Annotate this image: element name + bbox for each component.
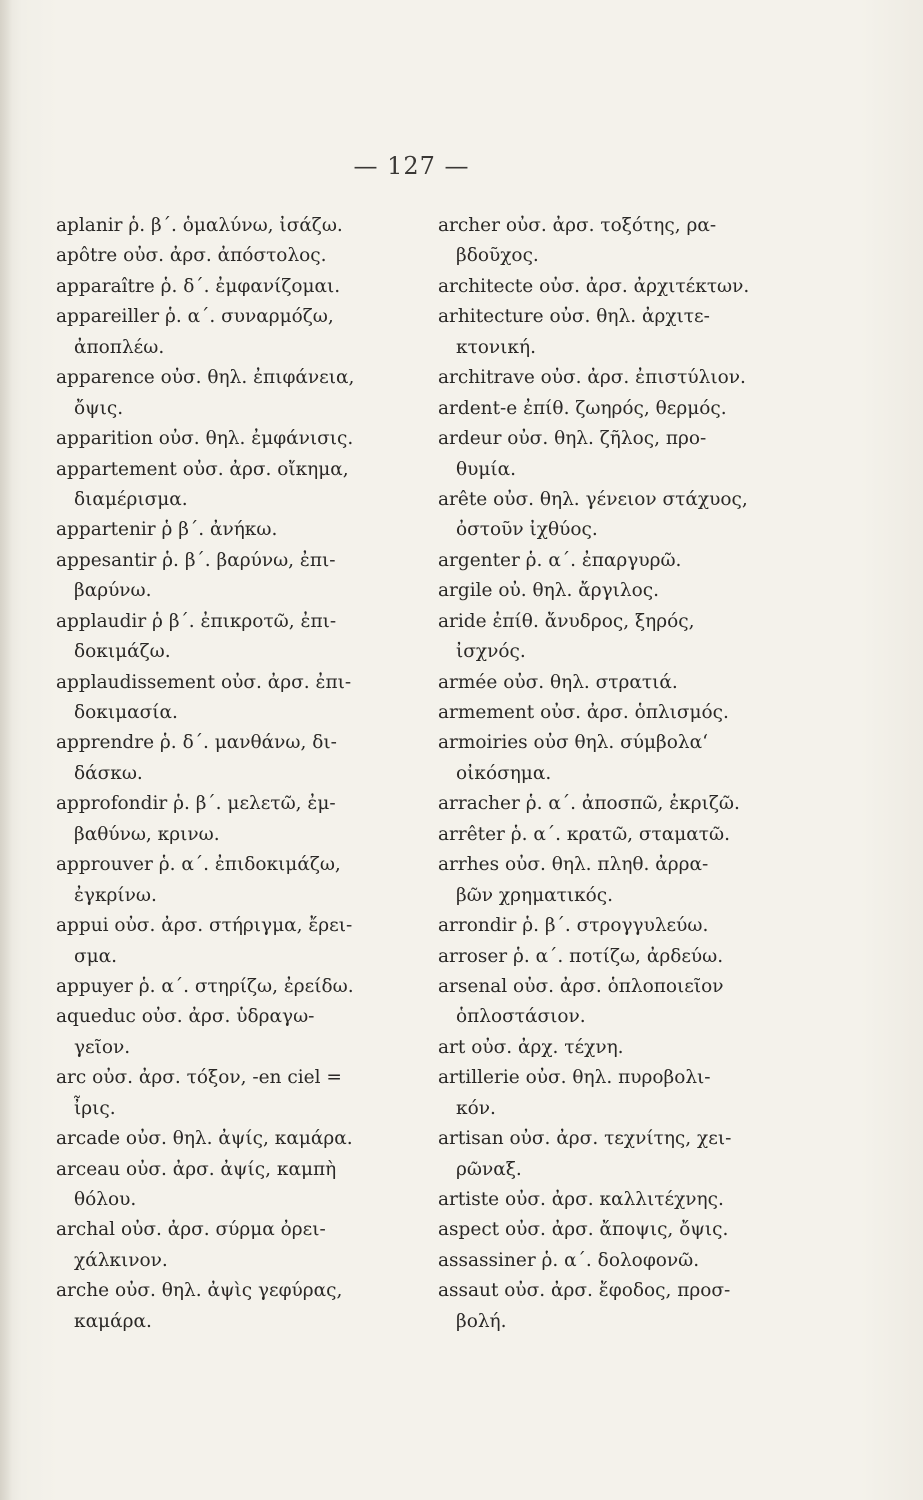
entry-line: argenter ῥ. α΄. ἐπαργυρῶ. — [438, 549, 682, 571]
entry-line: arc οὐσ. ἀρσ. τόξον, -en ciel = — [56, 1067, 342, 1089]
entry-line: arceau οὐσ. ἀρσ. ἀψίς, καμπὴ — [56, 1158, 337, 1180]
entry-line: artillerie οὐσ. θηλ. πυροβολι- — [438, 1067, 711, 1089]
entry-line: arcade οὐσ. θηλ. ἀψίς, καμάρα. — [56, 1128, 353, 1150]
entry-line: assassiner ῥ. α΄. δολοφονῶ. — [438, 1249, 700, 1271]
entry-continuation-line: ὀστοῦν ἰχθύος. — [456, 519, 598, 541]
entry-continuation-line: ἀποπλέω. — [74, 336, 165, 358]
entry-line: artisan οὐσ. ἀρσ. τεχνίτης, χει- — [438, 1128, 732, 1150]
entry-line: arrhes οὐσ. θηλ. πληθ. ἀρρα- — [438, 854, 709, 876]
entry-continuation-line: ὁπλοστάσιον. — [456, 1006, 586, 1028]
entry-line: approuver ῥ. α΄. ἐπιδοκιμάζω, — [56, 854, 341, 876]
entry-line: apparition οὐσ. θηλ. ἐμφάνισις. — [56, 428, 354, 450]
entry-line: artiste οὐσ. ἀρσ. καλλιτέχνης. — [438, 1189, 724, 1210]
left-column — [56, 211, 408, 1337]
entry-line: aplanir ῥ. β΄. ὁμαλύνω, ἰσάζω. — [56, 215, 343, 236]
entry-continuation-line: ἶρις. — [74, 1097, 116, 1119]
entry-line: arrêter ῥ. α΄. κρατῶ, σταματῶ. — [438, 823, 730, 845]
page-number: — 127 — — [353, 152, 470, 180]
entry-line: armée οὐσ. θηλ. στρατιά. — [438, 671, 678, 693]
entry-line: appartement οὐσ. ἀρσ. οἴκημα, — [56, 458, 349, 480]
entry-line: aqueduc οὐσ. ἀρσ. ὑδραγω- — [56, 1006, 315, 1028]
entry-continuation-line: δοκιμασία. — [74, 702, 178, 723]
entry-continuation-line: καμάρα. — [74, 1310, 152, 1332]
entry-line: appui οὐσ. ἀρσ. στήριγμα, ἔρει- — [56, 915, 353, 937]
entry-line: armement οὐσ. ἀρσ. ὁπλισμός. — [438, 702, 729, 723]
entry-line: archal οὐσ. ἀρσ. σύρμα ὀρει- — [56, 1219, 326, 1241]
entry-line: applaudir ῥ β΄. ἐπικροτῶ, ἐπι- — [56, 610, 337, 632]
entry-continuation-line: οἰκόσημα. — [456, 762, 552, 784]
entry-line: arête οὐσ. θηλ. γένειον στάχυος, — [438, 488, 748, 510]
entry-continuation-line: ἰσχνός. — [456, 641, 526, 663]
entry-line: apparence οὐσ. θηλ. ἐπιφάνεια, — [56, 367, 355, 389]
entry-line: approfondir ῥ. β΄. μελετῶ, ἐμ- — [56, 793, 336, 815]
entry-line: apparaître ῥ. δ΄. ἐμφανίζομαι. — [56, 275, 341, 297]
entry-line: archer οὐσ. ἀρσ. τοξότης, ρα- — [438, 215, 717, 236]
entry-continuation-line: κτονική. — [456, 336, 536, 358]
entry-line: armoiries οὐσ θηλ. σύμβολα‘ — [438, 732, 708, 754]
entry-line: appareiller ῥ. α΄. συναρμόζω, — [56, 306, 334, 328]
entry-continuation-line: δοκιμάζω. — [74, 641, 171, 663]
entry-line: arsenal οὐσ. ἀρσ. ὁπλοποιεῖον — [438, 975, 724, 997]
binding-shadow — [0, 0, 12, 1500]
entry-line: apprendre ῥ. δ΄. μανθάνω, δι- — [56, 732, 337, 754]
entry-continuation-line: γεῖον. — [74, 1036, 131, 1058]
entry-continuation-line: θόλου. — [74, 1189, 137, 1210]
entry-continuation-line: βαθύνω, κρινω. — [74, 823, 220, 845]
entry-line: aride ἐπίθ. ἄνυδρος, ξηρός, — [438, 610, 695, 632]
entry-continuation-line: θυμία. — [456, 458, 517, 480]
entry-line: apôtre οὐσ. ἀρσ. ἀπόστολος. — [56, 245, 327, 267]
entry-line: arche οὐσ. θηλ. ἀψὶς γεφύρας, — [56, 1280, 343, 1302]
entry-continuation-line: κόν. — [456, 1097, 496, 1119]
entry-line: appesantir ῥ. β΄. βαρύνω, ἐπι- — [56, 549, 336, 571]
entry-line: assaut οὐσ. ἀρσ. ἔφοδος, προσ- — [438, 1280, 731, 1302]
entry-line: ardeur οὐσ. θηλ. ζῆλος, προ- — [438, 428, 707, 450]
entry-continuation-line: βδοῦχος. — [456, 245, 539, 267]
entry-continuation-line: χάλκινον. — [74, 1249, 168, 1271]
entry-line: arroser ῥ. α΄. ποτίζω, ἀρδεύω. — [438, 945, 724, 967]
entry-line: ardent-e ἐπίθ. ζωηρός, θερμός. — [438, 397, 727, 419]
entry-line: architrave οὐσ. ἀρσ. ἐπιστύλιον. — [438, 367, 746, 389]
entry-line: aspect οὐσ. ἀρσ. ἄποψις, ὄψις. — [438, 1219, 729, 1241]
entry-continuation-line: βαρύνω. — [74, 580, 152, 602]
entry-line: appartenir ῥ β΄. ἀνήκω. — [56, 519, 278, 541]
entry-continuation-line: διαμέρισμα. — [74, 488, 188, 510]
entry-line: appuyer ῥ. α΄. στηρίζω, ἐρείδω. — [56, 975, 354, 997]
right-column — [438, 211, 790, 1337]
entry-line: arrondir ῥ. β΄. στρογγυλεύω. — [438, 915, 709, 937]
entry-line: architecte οὐσ. ἀρσ. ἀρχιτέκτων. — [438, 275, 750, 297]
entry-continuation-line: δάσκω. — [74, 762, 143, 784]
entry-continuation-line: ὄψις. — [74, 397, 124, 419]
entry-continuation-line: βῶν χρηματικός. — [456, 884, 614, 906]
entry-continuation-line: σμα. — [74, 945, 118, 967]
entry-line: applaudissement οὐσ. ἀρσ. ἐπι- — [56, 671, 352, 693]
entry-line: arracher ῥ. α΄. ἀποσπῶ, ἐκριζῶ. — [438, 793, 740, 815]
entry-line: art οὐσ. ἀρχ. τέχνη. — [438, 1036, 624, 1058]
entry-line: arhitecture οὐσ. θηλ. ἀρχιτε- — [438, 306, 710, 328]
entry-continuation-line: βολή. — [456, 1310, 507, 1332]
entry-line: argile οὐ. θηλ. ἄργιλος. — [438, 580, 660, 602]
entry-continuation-line: ἐγκρίνω. — [74, 884, 157, 906]
entry-continuation-line: ρῶναξ. — [456, 1158, 522, 1180]
